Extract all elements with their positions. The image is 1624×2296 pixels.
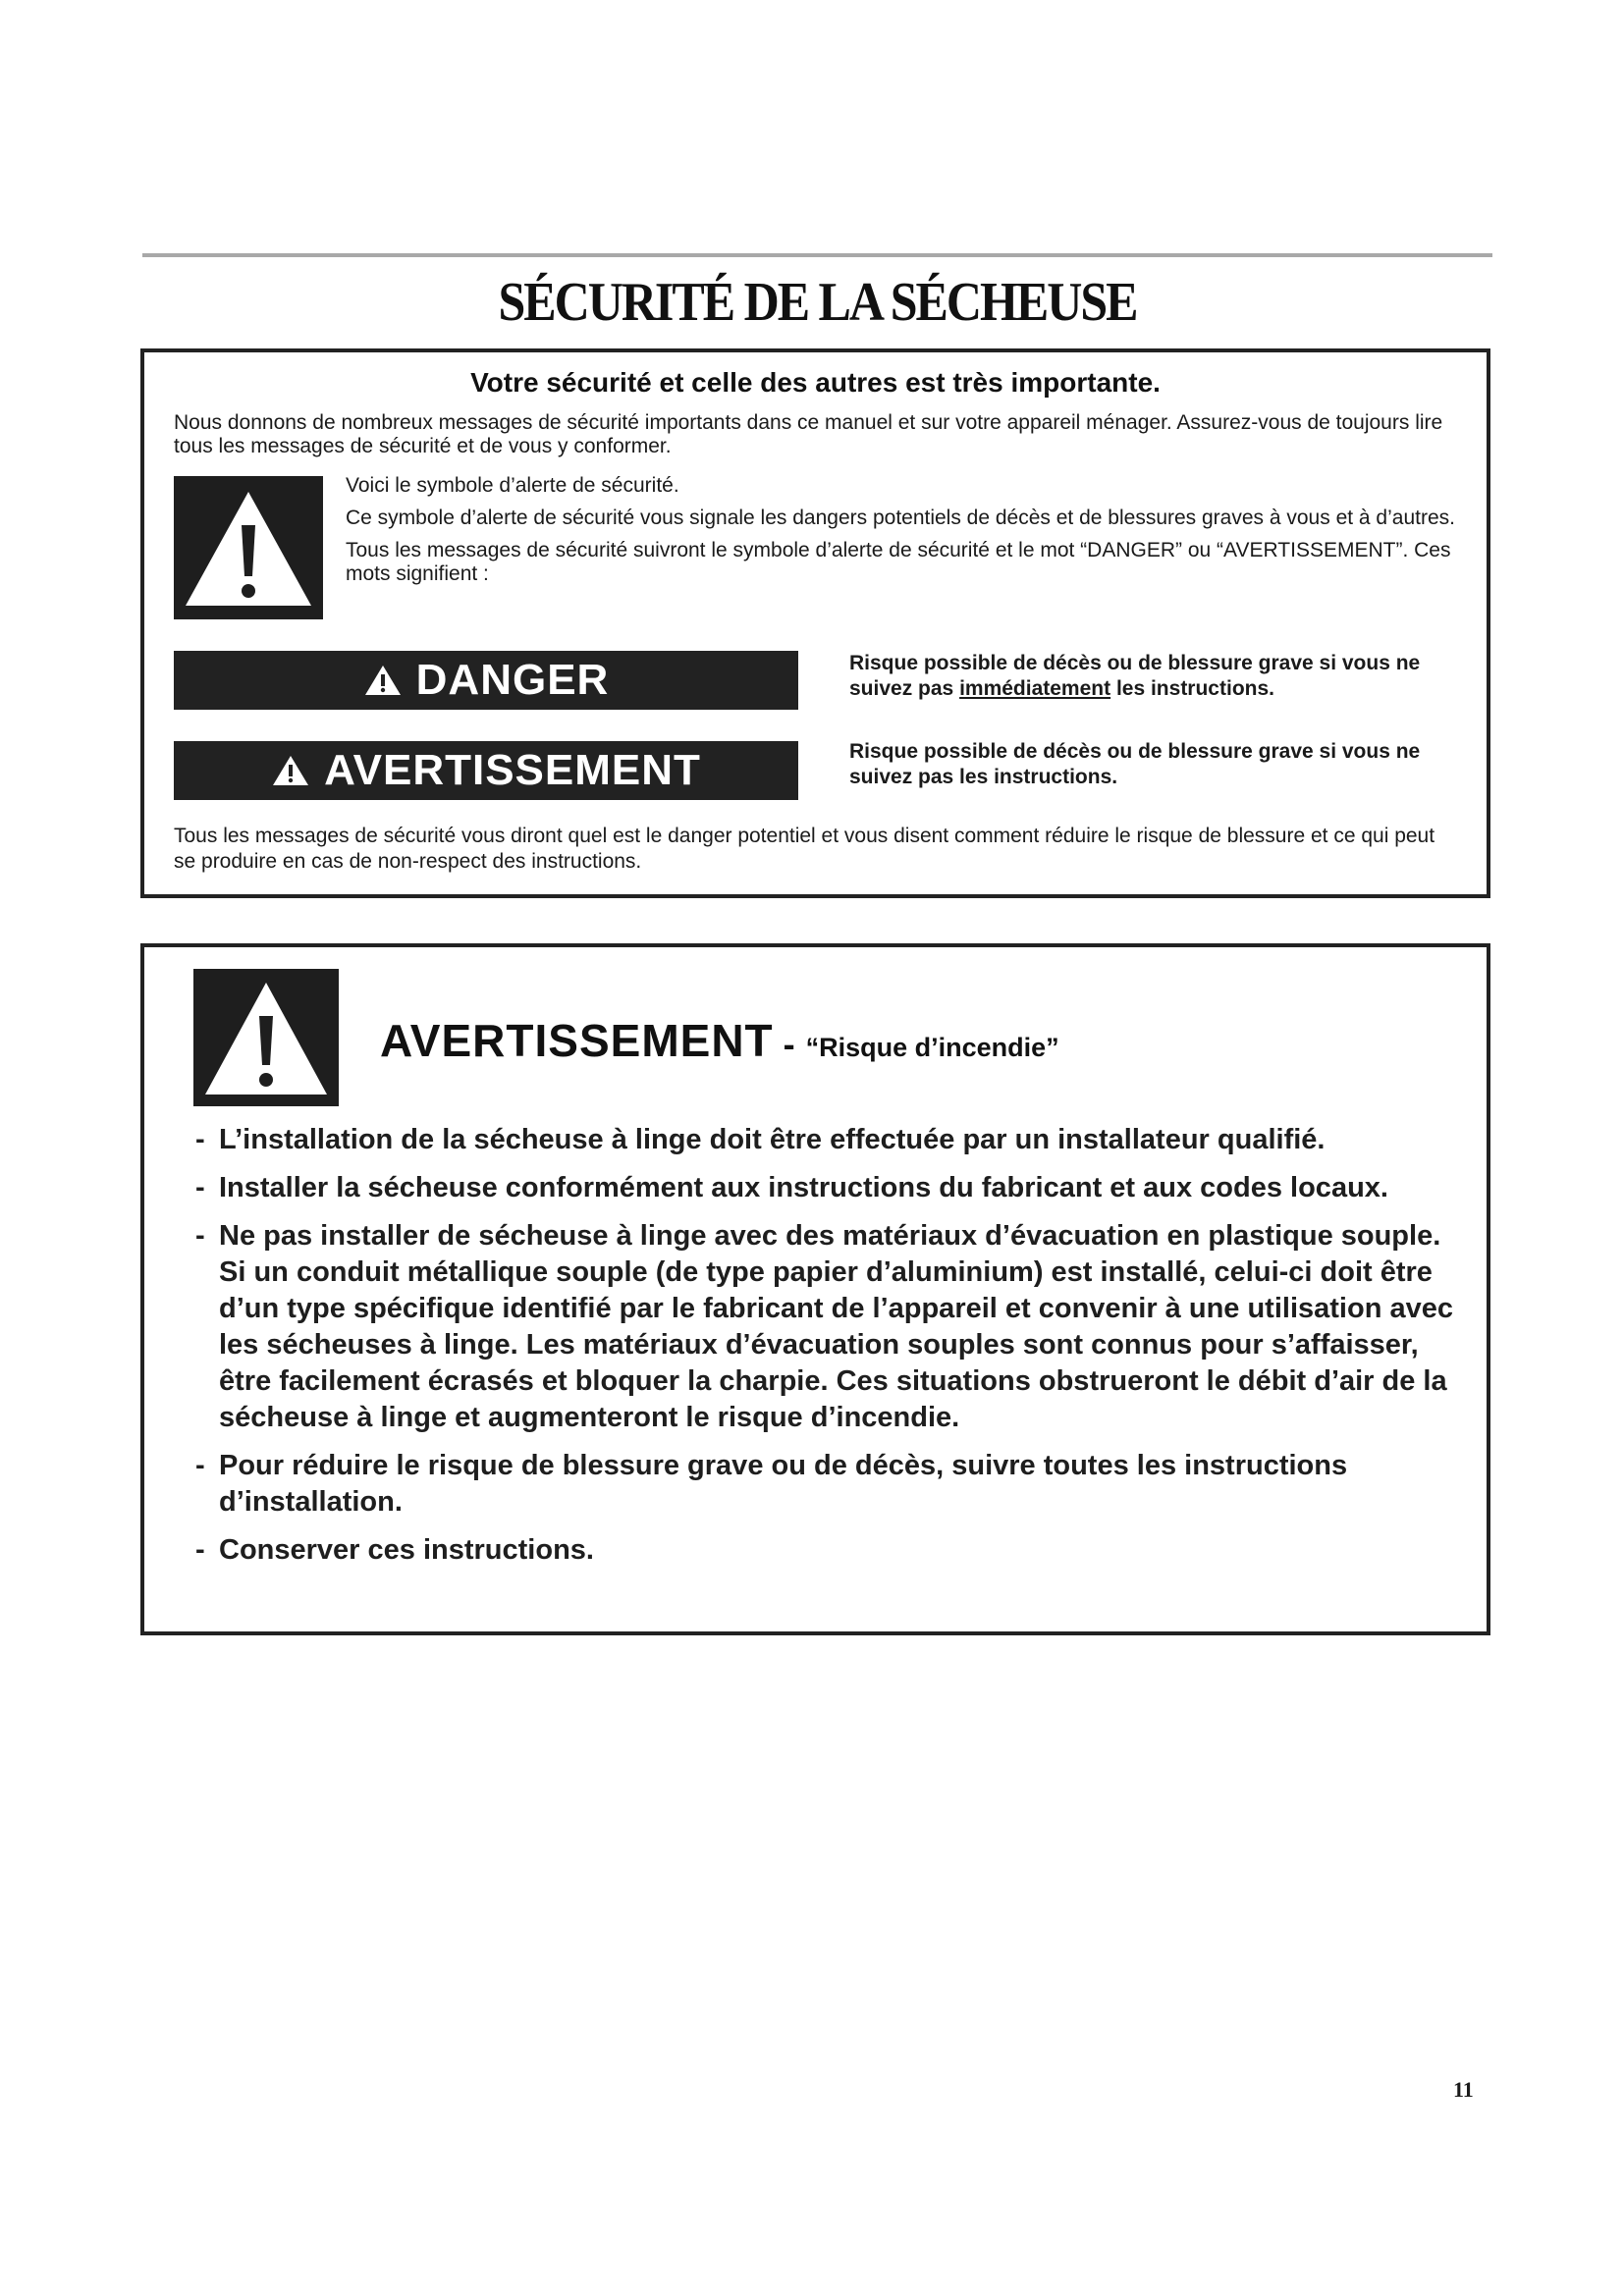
fire-risk-subtitle: “Risque d’incendie” bbox=[805, 1033, 1059, 1062]
page-number: 11 bbox=[1453, 2077, 1474, 2102]
alert-triangle-icon bbox=[271, 754, 310, 787]
title-separator: - bbox=[783, 1024, 796, 1064]
warning-instructions-list bbox=[195, 1122, 1472, 1580]
list-item: - L’installation de la sécheuse à linge doit être effectuée par un installateur qualifié. bbox=[195, 1122, 1472, 1158]
safety-info-box bbox=[140, 348, 1490, 898]
fire-warning-box bbox=[140, 943, 1490, 1635]
safety-heading: Votre sécurité et celle des autres est très importante. bbox=[470, 367, 1161, 398]
safety-alert-icon bbox=[174, 476, 323, 619]
warning-word: AVERTISSEMENT bbox=[380, 1015, 774, 1066]
warning-label-bar bbox=[174, 741, 798, 800]
safety-intro: Nous donnons de nombreux messages de sécurité importants dans ce manuel et sur votre appareil ménager. Assurez-vous de toujours lire tous les messages de sécurité et de vous y conformer. bbox=[174, 411, 1443, 457]
signal-words-intro: Tous les messages de sécurité suivront le symbole d’alerte de sécurité et le mot “DANGER” ou “AVERTISSEMENT”. Ces mots signifient : bbox=[346, 539, 1451, 585]
danger-desc-emphasis: immédiatement bbox=[959, 677, 1111, 700]
symbol-meaning: Ce symbole d’alerte de sécurité vous signale les dangers potentiels de décès et de blessures graves à vous et à d’autres. bbox=[346, 507, 1455, 529]
header-rule bbox=[142, 253, 1492, 257]
list-item: - Ne pas installer de sécheuse à linge avec des matériaux d’évacuation en plastique souple. Si un conduit métallique souple (de type papier d’aluminium) est installé, celui-ci doit être d’un type spécifique identifié par le fabricant de l’appareil et convenir à une utilisation avec les sécheuses à linge. Les matériaux d’évacuation souples sont connus pour s’affaisser, être facilement écrasés et bloquer la charpie. Ces situations obstrueront le débit d’air de la sécheuse à linge et augmenteront le risque d’incendie. bbox=[195, 1218, 1472, 1436]
symbol-explanation bbox=[346, 474, 1455, 595]
page-title: SÉCURITÉ DE LA SÉCHEUSE bbox=[498, 270, 1137, 333]
danger-desc-text-end: les instructions. bbox=[1110, 677, 1274, 700]
danger-description bbox=[849, 651, 1478, 702]
warning-label: AVERTISSEMENT bbox=[324, 746, 701, 794]
danger-label-bar bbox=[174, 651, 798, 710]
danger-desc-text: Risque possible de décès ou de blessure grave si vous ne suivez pas bbox=[849, 652, 1421, 700]
safety-footer: Tous les messages de sécurité vous diront quel est le danger potentiel et vous disent comment réduire le risque de blessure et ce qui peut se produire en cas de non-respect des instructions. bbox=[174, 825, 1435, 873]
fire-warning-title bbox=[380, 1014, 1059, 1067]
list-item: - Pour réduire le risque de blessure grave ou de décès, suivre toutes les instructions d’installation. bbox=[195, 1448, 1472, 1521]
list-item: - Conserver ces instructions. bbox=[195, 1532, 1472, 1569]
warning-description: Risque possible de décès ou de blessure grave si vous ne suivez pas les instructions. bbox=[849, 740, 1421, 788]
list-item: - Installer la sécheuse conformément aux instructions du fabricant et aux codes locaux. bbox=[195, 1170, 1472, 1206]
fire-warning-alert-icon bbox=[193, 969, 339, 1106]
symbol-line: Voici le symbole d’alerte de sécurité. bbox=[346, 474, 679, 497]
alert-triangle-icon bbox=[363, 664, 403, 697]
danger-label: DANGER bbox=[415, 656, 610, 704]
